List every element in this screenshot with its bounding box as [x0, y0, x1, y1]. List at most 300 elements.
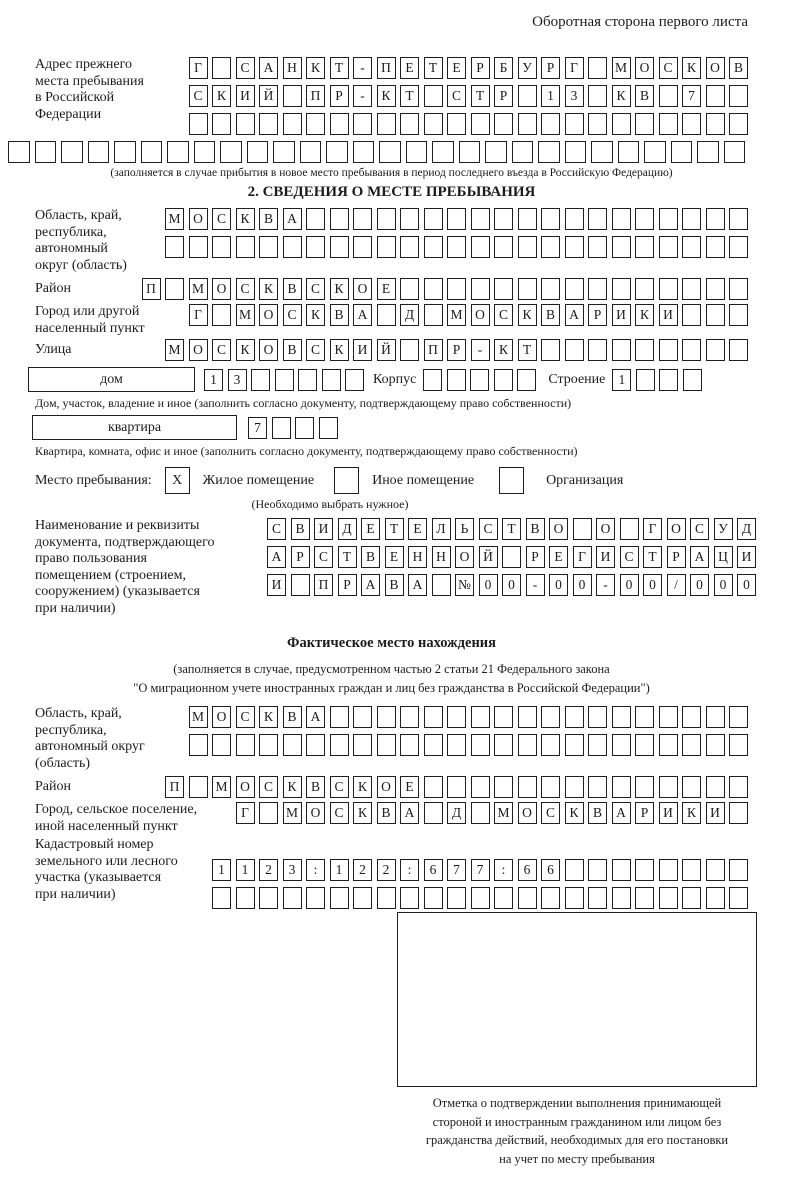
char-cell[interactable]: А: [361, 574, 380, 596]
char-cell[interactable]: Т: [518, 339, 537, 361]
char-cell[interactable]: [326, 141, 348, 163]
char-cell[interactable]: К: [518, 304, 537, 326]
char-cell[interactable]: 3: [228, 369, 247, 391]
char-cell[interactable]: [377, 706, 396, 728]
char-cell[interactable]: -: [353, 57, 372, 79]
char-cell[interactable]: [353, 208, 372, 230]
char-cell[interactable]: Р: [588, 304, 607, 326]
char-cell[interactable]: [377, 734, 396, 756]
char-cell[interactable]: М: [283, 802, 302, 824]
char-cell[interactable]: [400, 706, 419, 728]
char-cell[interactable]: В: [385, 574, 404, 596]
char-cell[interactable]: П: [142, 278, 161, 300]
char-cell[interactable]: [212, 113, 231, 135]
char-cell[interactable]: [706, 113, 725, 135]
char-cell[interactable]: А: [408, 574, 427, 596]
char-cell[interactable]: [494, 369, 513, 391]
char-cell[interactable]: [259, 734, 278, 756]
char-cell[interactable]: [588, 706, 607, 728]
char-cell[interactable]: 3: [565, 85, 584, 107]
char-cell[interactable]: А: [690, 546, 709, 568]
char-cell[interactable]: [659, 887, 678, 909]
char-cell[interactable]: [706, 887, 725, 909]
char-cell[interactable]: И: [314, 518, 333, 540]
char-cell[interactable]: [541, 113, 560, 135]
char-cell[interactable]: [424, 776, 443, 798]
char-cell[interactable]: К: [682, 802, 701, 824]
char-cell[interactable]: Е: [549, 546, 568, 568]
char-cell[interactable]: Й: [377, 339, 396, 361]
char-cell[interactable]: [659, 734, 678, 756]
char-cell[interactable]: В: [283, 278, 302, 300]
char-cell[interactable]: Г: [236, 802, 255, 824]
char-cell[interactable]: [565, 706, 584, 728]
char-cell[interactable]: [353, 734, 372, 756]
char-cell[interactable]: М: [165, 339, 184, 361]
char-cell[interactable]: Р: [330, 85, 349, 107]
char-cell[interactable]: [471, 236, 490, 258]
char-cell[interactable]: [345, 369, 364, 391]
char-cell[interactable]: [729, 802, 748, 824]
char-cell[interactable]: В: [291, 518, 310, 540]
char-cell[interactable]: К: [259, 278, 278, 300]
char-cell[interactable]: [259, 113, 278, 135]
char-cell[interactable]: 1: [236, 859, 255, 881]
char-cell[interactable]: [659, 776, 678, 798]
char-cell[interactable]: Д: [447, 802, 466, 824]
char-cell[interactable]: [470, 369, 489, 391]
char-cell[interactable]: С: [267, 518, 286, 540]
char-cell[interactable]: Й: [479, 546, 498, 568]
char-cell[interactable]: К: [353, 802, 372, 824]
char-cell[interactable]: [612, 706, 631, 728]
char-cell[interactable]: [273, 141, 295, 163]
char-cell[interactable]: [471, 802, 490, 824]
char-cell[interactable]: Т: [330, 57, 349, 79]
char-cell[interactable]: [591, 141, 613, 163]
char-cell[interactable]: А: [283, 208, 302, 230]
char-cell[interactable]: У: [518, 57, 537, 79]
char-cell[interactable]: 6: [541, 859, 560, 881]
char-cell[interactable]: В: [283, 339, 302, 361]
char-cell[interactable]: [697, 141, 719, 163]
char-cell[interactable]: [565, 776, 584, 798]
char-cell[interactable]: [538, 141, 560, 163]
char-cell[interactable]: С: [659, 57, 678, 79]
char-cell[interactable]: 0: [737, 574, 756, 596]
char-cell[interactable]: Г: [189, 304, 208, 326]
char-cell[interactable]: №: [455, 574, 474, 596]
char-cell[interactable]: [706, 236, 725, 258]
char-cell[interactable]: 1: [212, 859, 231, 881]
char-cell[interactable]: [706, 776, 725, 798]
char-cell[interactable]: [706, 339, 725, 361]
char-cell[interactable]: Г: [643, 518, 662, 540]
char-cell[interactable]: М: [165, 208, 184, 230]
char-cell[interactable]: [35, 141, 57, 163]
char-cell[interactable]: [729, 113, 748, 135]
char-cell[interactable]: К: [330, 339, 349, 361]
char-cell[interactable]: [424, 887, 443, 909]
char-cell[interactable]: Л: [432, 518, 451, 540]
char-cell[interactable]: В: [526, 518, 545, 540]
char-cell[interactable]: [423, 369, 442, 391]
char-cell[interactable]: [682, 776, 701, 798]
char-cell[interactable]: [541, 208, 560, 230]
char-cell[interactable]: [8, 141, 30, 163]
char-cell[interactable]: [88, 141, 110, 163]
char-cell[interactable]: [612, 236, 631, 258]
char-cell[interactable]: [379, 141, 401, 163]
char-cell[interactable]: 1: [612, 369, 631, 391]
char-cell[interactable]: [502, 546, 521, 568]
char-cell[interactable]: [447, 278, 466, 300]
char-cell[interactable]: С: [283, 304, 302, 326]
char-cell[interactable]: [682, 734, 701, 756]
char-cell[interactable]: [330, 734, 349, 756]
char-cell[interactable]: И: [737, 546, 756, 568]
char-cell[interactable]: С: [236, 706, 255, 728]
char-cell[interactable]: Р: [338, 574, 357, 596]
char-cell[interactable]: [259, 236, 278, 258]
char-cell[interactable]: [471, 887, 490, 909]
char-cell[interactable]: [306, 734, 325, 756]
char-cell[interactable]: К: [212, 85, 231, 107]
char-cell[interactable]: [612, 339, 631, 361]
char-cell[interactable]: А: [612, 802, 631, 824]
char-cell[interactable]: [635, 236, 654, 258]
char-cell[interactable]: [682, 278, 701, 300]
char-cell[interactable]: В: [729, 57, 748, 79]
char-cell[interactable]: [729, 706, 748, 728]
char-cell[interactable]: О: [518, 802, 537, 824]
char-cell[interactable]: [565, 236, 584, 258]
char-cell[interactable]: С: [330, 802, 349, 824]
char-cell[interactable]: И: [659, 304, 678, 326]
char-cell[interactable]: 3: [283, 859, 302, 881]
char-cell[interactable]: [291, 574, 310, 596]
char-cell[interactable]: И: [267, 574, 286, 596]
char-cell[interactable]: Е: [447, 57, 466, 79]
char-cell[interactable]: [729, 236, 748, 258]
char-cell[interactable]: [212, 57, 231, 79]
char-cell[interactable]: [588, 776, 607, 798]
char-cell[interactable]: М: [189, 706, 208, 728]
char-cell[interactable]: [283, 887, 302, 909]
char-cell[interactable]: [400, 278, 419, 300]
char-cell[interactable]: И: [596, 546, 615, 568]
char-cell[interactable]: [565, 208, 584, 230]
char-cell[interactable]: [424, 734, 443, 756]
char-cell[interactable]: [636, 369, 655, 391]
checkbox-inoe[interactable]: [334, 467, 359, 494]
char-cell[interactable]: [424, 85, 443, 107]
char-cell[interactable]: О: [236, 776, 255, 798]
char-cell[interactable]: [447, 706, 466, 728]
char-cell[interactable]: В: [635, 85, 654, 107]
checkbox-zhiloe[interactable]: X: [165, 467, 190, 494]
char-cell[interactable]: С: [306, 278, 325, 300]
char-cell[interactable]: В: [377, 802, 396, 824]
char-cell[interactable]: 0: [714, 574, 733, 596]
char-cell[interactable]: М: [612, 57, 631, 79]
char-cell[interactable]: [353, 141, 375, 163]
char-cell[interactable]: Г: [565, 57, 584, 79]
char-cell[interactable]: 6: [518, 859, 537, 881]
char-cell[interactable]: С: [330, 776, 349, 798]
char-cell[interactable]: [322, 369, 341, 391]
char-cell[interactable]: М: [189, 278, 208, 300]
char-cell[interactable]: Т: [502, 518, 521, 540]
char-cell[interactable]: [565, 141, 587, 163]
char-cell[interactable]: [588, 113, 607, 135]
char-cell[interactable]: [61, 141, 83, 163]
char-cell[interactable]: [471, 278, 490, 300]
char-cell[interactable]: [588, 339, 607, 361]
checkbox-organizaciya[interactable]: [499, 467, 524, 494]
char-cell[interactable]: [706, 85, 725, 107]
char-cell[interactable]: [212, 887, 231, 909]
char-cell[interactable]: [612, 776, 631, 798]
char-cell[interactable]: [635, 706, 654, 728]
char-cell[interactable]: С: [314, 546, 333, 568]
char-cell[interactable]: К: [353, 776, 372, 798]
char-cell[interactable]: В: [259, 208, 278, 230]
char-cell[interactable]: [432, 574, 451, 596]
char-cell[interactable]: [706, 859, 725, 881]
char-cell[interactable]: [659, 706, 678, 728]
char-cell[interactable]: К: [635, 304, 654, 326]
char-cell[interactable]: [424, 304, 443, 326]
char-cell[interactable]: Е: [377, 278, 396, 300]
char-cell[interactable]: [724, 141, 746, 163]
char-cell[interactable]: Т: [400, 85, 419, 107]
char-cell[interactable]: [212, 734, 231, 756]
char-cell[interactable]: К: [306, 57, 325, 79]
char-cell[interactable]: [189, 236, 208, 258]
char-cell[interactable]: В: [283, 706, 302, 728]
char-cell[interactable]: [259, 887, 278, 909]
char-cell[interactable]: Е: [385, 546, 404, 568]
char-cell[interactable]: [612, 278, 631, 300]
char-cell[interactable]: [447, 236, 466, 258]
char-cell[interactable]: [659, 339, 678, 361]
char-cell[interactable]: В: [330, 304, 349, 326]
char-cell[interactable]: [400, 113, 419, 135]
char-cell[interactable]: О: [549, 518, 568, 540]
char-cell[interactable]: 7: [682, 85, 701, 107]
char-cell[interactable]: [565, 113, 584, 135]
char-cell[interactable]: О: [667, 518, 686, 540]
char-cell[interactable]: 6: [424, 859, 443, 881]
char-cell[interactable]: 0: [549, 574, 568, 596]
char-cell[interactable]: 0: [690, 574, 709, 596]
char-cell[interactable]: [212, 304, 231, 326]
char-cell[interactable]: [114, 141, 136, 163]
char-cell[interactable]: [471, 734, 490, 756]
char-cell[interactable]: [671, 141, 693, 163]
char-cell[interactable]: [612, 887, 631, 909]
char-cell[interactable]: [447, 887, 466, 909]
char-cell[interactable]: [424, 236, 443, 258]
char-cell[interactable]: Д: [338, 518, 357, 540]
char-cell[interactable]: М: [236, 304, 255, 326]
char-cell[interactable]: [424, 208, 443, 230]
char-cell[interactable]: [565, 859, 584, 881]
char-cell[interactable]: Д: [737, 518, 756, 540]
char-cell[interactable]: -: [596, 574, 615, 596]
char-cell[interactable]: [494, 887, 513, 909]
char-cell[interactable]: [400, 236, 419, 258]
char-cell[interactable]: [424, 706, 443, 728]
char-cell[interactable]: [247, 141, 269, 163]
char-cell[interactable]: О: [377, 776, 396, 798]
char-cell[interactable]: [283, 113, 302, 135]
char-cell[interactable]: 1: [204, 369, 223, 391]
char-cell[interactable]: О: [353, 278, 372, 300]
char-cell[interactable]: [432, 141, 454, 163]
char-cell[interactable]: [236, 887, 255, 909]
char-cell[interactable]: [706, 278, 725, 300]
char-cell[interactable]: [298, 369, 317, 391]
char-cell[interactable]: [729, 85, 748, 107]
char-cell[interactable]: [283, 236, 302, 258]
char-cell[interactable]: [275, 369, 294, 391]
char-cell[interactable]: К: [236, 339, 255, 361]
char-cell[interactable]: [518, 734, 537, 756]
char-cell[interactable]: 7: [248, 417, 267, 439]
char-cell[interactable]: [447, 734, 466, 756]
char-cell[interactable]: [377, 236, 396, 258]
char-cell[interactable]: [517, 369, 536, 391]
char-cell[interactable]: [541, 887, 560, 909]
char-cell[interactable]: 2: [259, 859, 278, 881]
char-cell[interactable]: [541, 706, 560, 728]
char-cell[interactable]: [682, 887, 701, 909]
char-cell[interactable]: Р: [471, 57, 490, 79]
char-cell[interactable]: [165, 236, 184, 258]
char-cell[interactable]: К: [612, 85, 631, 107]
char-cell[interactable]: К: [259, 706, 278, 728]
char-cell[interactable]: [729, 776, 748, 798]
char-cell[interactable]: Н: [283, 57, 302, 79]
char-cell[interactable]: [659, 859, 678, 881]
char-cell[interactable]: [683, 369, 702, 391]
char-cell[interactable]: [306, 887, 325, 909]
char-cell[interactable]: Т: [385, 518, 404, 540]
dom-box[interactable]: дом: [28, 367, 195, 392]
char-cell[interactable]: К: [330, 278, 349, 300]
char-cell[interactable]: [236, 734, 255, 756]
char-cell[interactable]: [494, 734, 513, 756]
char-cell[interactable]: [471, 208, 490, 230]
char-cell[interactable]: А: [259, 57, 278, 79]
char-cell[interactable]: Е: [408, 518, 427, 540]
char-cell[interactable]: [319, 417, 338, 439]
char-cell[interactable]: [565, 339, 584, 361]
char-cell[interactable]: [706, 208, 725, 230]
char-cell[interactable]: А: [400, 802, 419, 824]
char-cell[interactable]: [565, 887, 584, 909]
char-cell[interactable]: [306, 236, 325, 258]
char-cell[interactable]: [635, 278, 654, 300]
char-cell[interactable]: 7: [447, 859, 466, 881]
char-cell[interactable]: [588, 57, 607, 79]
char-cell[interactable]: [659, 236, 678, 258]
char-cell[interactable]: [518, 113, 537, 135]
char-cell[interactable]: Ц: [714, 546, 733, 568]
char-cell[interactable]: [330, 706, 349, 728]
char-cell[interactable]: [259, 802, 278, 824]
char-cell[interactable]: И: [236, 85, 255, 107]
char-cell[interactable]: [167, 141, 189, 163]
char-cell[interactable]: [471, 776, 490, 798]
char-cell[interactable]: О: [189, 208, 208, 230]
char-cell[interactable]: К: [236, 208, 255, 230]
char-cell[interactable]: О: [212, 706, 231, 728]
char-cell[interactable]: [494, 706, 513, 728]
char-cell[interactable]: [400, 208, 419, 230]
char-cell[interactable]: Е: [400, 57, 419, 79]
char-cell[interactable]: [512, 141, 534, 163]
char-cell[interactable]: [659, 369, 678, 391]
char-cell[interactable]: [573, 518, 592, 540]
char-cell[interactable]: [272, 417, 291, 439]
char-cell[interactable]: -: [526, 574, 545, 596]
char-cell[interactable]: С: [541, 802, 560, 824]
char-cell[interactable]: [729, 278, 748, 300]
char-cell[interactable]: [485, 141, 507, 163]
char-cell[interactable]: [236, 236, 255, 258]
char-cell[interactable]: Р: [541, 57, 560, 79]
char-cell[interactable]: [518, 85, 537, 107]
char-cell[interactable]: 1: [330, 859, 349, 881]
char-cell[interactable]: [400, 734, 419, 756]
char-cell[interactable]: [377, 887, 396, 909]
char-cell[interactable]: [251, 369, 270, 391]
char-cell[interactable]: [165, 278, 184, 300]
char-cell[interactable]: П: [165, 776, 184, 798]
char-cell[interactable]: К: [377, 85, 396, 107]
char-cell[interactable]: [541, 734, 560, 756]
char-cell[interactable]: :: [306, 859, 325, 881]
char-cell[interactable]: [518, 208, 537, 230]
char-cell[interactable]: О: [596, 518, 615, 540]
char-cell[interactable]: О: [706, 57, 725, 79]
char-cell[interactable]: [377, 113, 396, 135]
char-cell[interactable]: [729, 859, 748, 881]
char-cell[interactable]: [306, 113, 325, 135]
char-cell[interactable]: И: [612, 304, 631, 326]
char-cell[interactable]: [706, 734, 725, 756]
char-cell[interactable]: [541, 236, 560, 258]
char-cell[interactable]: [494, 236, 513, 258]
char-cell[interactable]: [330, 887, 349, 909]
char-cell[interactable]: [565, 734, 584, 756]
char-cell[interactable]: [330, 208, 349, 230]
char-cell[interactable]: [236, 113, 255, 135]
char-cell[interactable]: [635, 859, 654, 881]
char-cell[interactable]: [612, 208, 631, 230]
char-cell[interactable]: С: [189, 85, 208, 107]
char-cell[interactable]: К: [306, 304, 325, 326]
char-cell[interactable]: Р: [667, 546, 686, 568]
char-cell[interactable]: [447, 369, 466, 391]
char-cell[interactable]: [194, 141, 216, 163]
char-cell[interactable]: Г: [189, 57, 208, 79]
char-cell[interactable]: [541, 776, 560, 798]
char-cell[interactable]: П: [424, 339, 443, 361]
